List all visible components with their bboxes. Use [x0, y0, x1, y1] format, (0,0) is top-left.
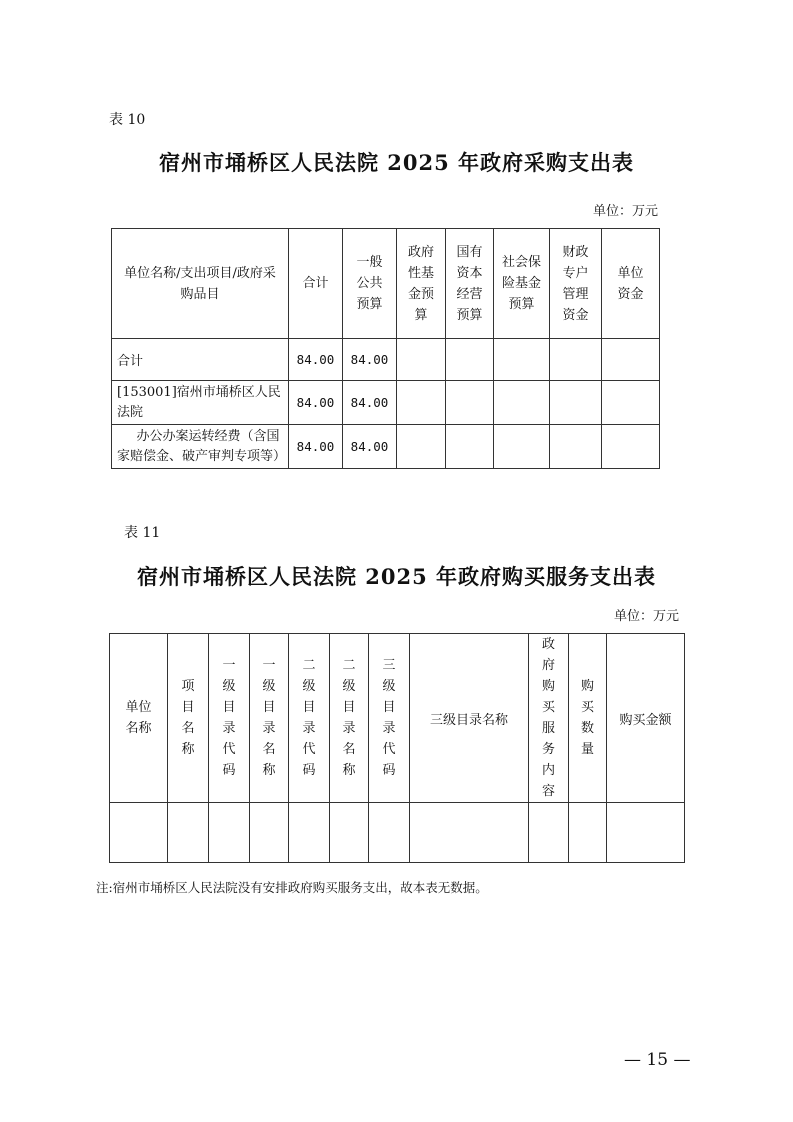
empty-cell — [330, 803, 369, 863]
empty-cell — [250, 803, 289, 863]
header-l1-code: 一级目录代码 — [209, 634, 250, 803]
header-project-name: 项目名称 — [168, 634, 209, 803]
empty-cell — [168, 803, 209, 863]
row-unit-funds — [602, 425, 660, 469]
header-l2-code: 二级目录代码 — [289, 634, 330, 803]
header-row — [110, 634, 685, 803]
header-fiscal-account: 财政专户管理资金 — [550, 229, 602, 339]
header-unit-name: 单位名称 — [110, 634, 168, 803]
row-total: 84.00 — [289, 381, 343, 425]
header-name: 单位名称/支出项目/政府采购品目 — [112, 229, 289, 339]
row-state-capital — [446, 339, 494, 381]
header-total: 合计 — [289, 229, 343, 339]
header-amount: 购买金额 — [607, 634, 685, 803]
empty-cell — [607, 803, 685, 863]
table11-title: 宿州市埇桥区人民法院 2025 年政府购买服务支出表 — [136, 564, 657, 589]
row-social-security — [494, 381, 550, 425]
header-l2-name: 二级目录名称 — [330, 634, 369, 803]
row-social-security — [494, 425, 550, 469]
row-name: 办公办案运转经费（含国家赔偿金、破产审判专项等） — [112, 425, 289, 469]
header-gov-fund: 政府性基金预算 — [397, 229, 446, 339]
table-row — [112, 339, 660, 381]
header-general-budget: 一般公共预算 — [343, 229, 397, 339]
header-state-capital: 国有资本经营预算 — [446, 229, 494, 339]
table10-unit: 单位：万元 — [592, 204, 658, 219]
row-fiscal-account — [550, 339, 602, 381]
service-purchase-table — [109, 633, 685, 863]
empty-cell — [289, 803, 330, 863]
row-general-budget: 84.00 — [343, 425, 397, 469]
header-l3-code: 三级目录代码 — [369, 634, 410, 803]
table-row — [110, 803, 685, 863]
table11-note: 注:宿州市埇桥区人民法院没有安排政府购买服务支出，故本表无数据。 — [96, 880, 488, 895]
row-fiscal-account — [550, 381, 602, 425]
table-row — [112, 425, 660, 469]
table10-title: 宿州市埇桥区人民法院 2025 年政府采购支出表 — [158, 150, 635, 175]
empty-cell — [110, 803, 168, 863]
row-general-budget: 84.00 — [343, 381, 397, 425]
row-name: [153001]宿州市埇桥区人民法院 — [112, 381, 289, 425]
table11-label: 表 11 — [124, 525, 161, 541]
page-number: — 15 — — [624, 1050, 691, 1070]
header-social-security: 社会保险基金预算 — [494, 229, 550, 339]
empty-cell — [369, 803, 410, 863]
row-fiscal-account — [550, 425, 602, 469]
procurement-table — [111, 228, 660, 469]
row-unit-funds — [602, 381, 660, 425]
row-gov-fund — [397, 381, 446, 425]
row-total: 84.00 — [289, 425, 343, 469]
header-l1-name: 一级目录名称 — [250, 634, 289, 803]
header-quantity: 购买数量 — [569, 634, 607, 803]
row-social-security — [494, 339, 550, 381]
header-unit-funds: 单位资金 — [602, 229, 660, 339]
empty-cell — [410, 803, 529, 863]
table-row — [112, 381, 660, 425]
row-gov-fund — [397, 339, 446, 381]
table11-unit: 单位：万元 — [613, 609, 679, 624]
header-service-content: 政府购买服务内容 — [529, 634, 569, 803]
empty-cell — [209, 803, 250, 863]
table10-label: 表 10 — [109, 112, 146, 128]
header-row — [112, 229, 660, 339]
empty-cell — [569, 803, 607, 863]
header-l3-name: 三级目录名称 — [410, 634, 529, 803]
row-general-budget: 84.00 — [343, 339, 397, 381]
row-state-capital — [446, 425, 494, 469]
row-gov-fund — [397, 425, 446, 469]
row-total: 84.00 — [289, 339, 343, 381]
row-unit-funds — [602, 339, 660, 381]
row-name: 合计 — [112, 339, 289, 381]
empty-cell — [529, 803, 569, 863]
row-state-capital — [446, 381, 494, 425]
